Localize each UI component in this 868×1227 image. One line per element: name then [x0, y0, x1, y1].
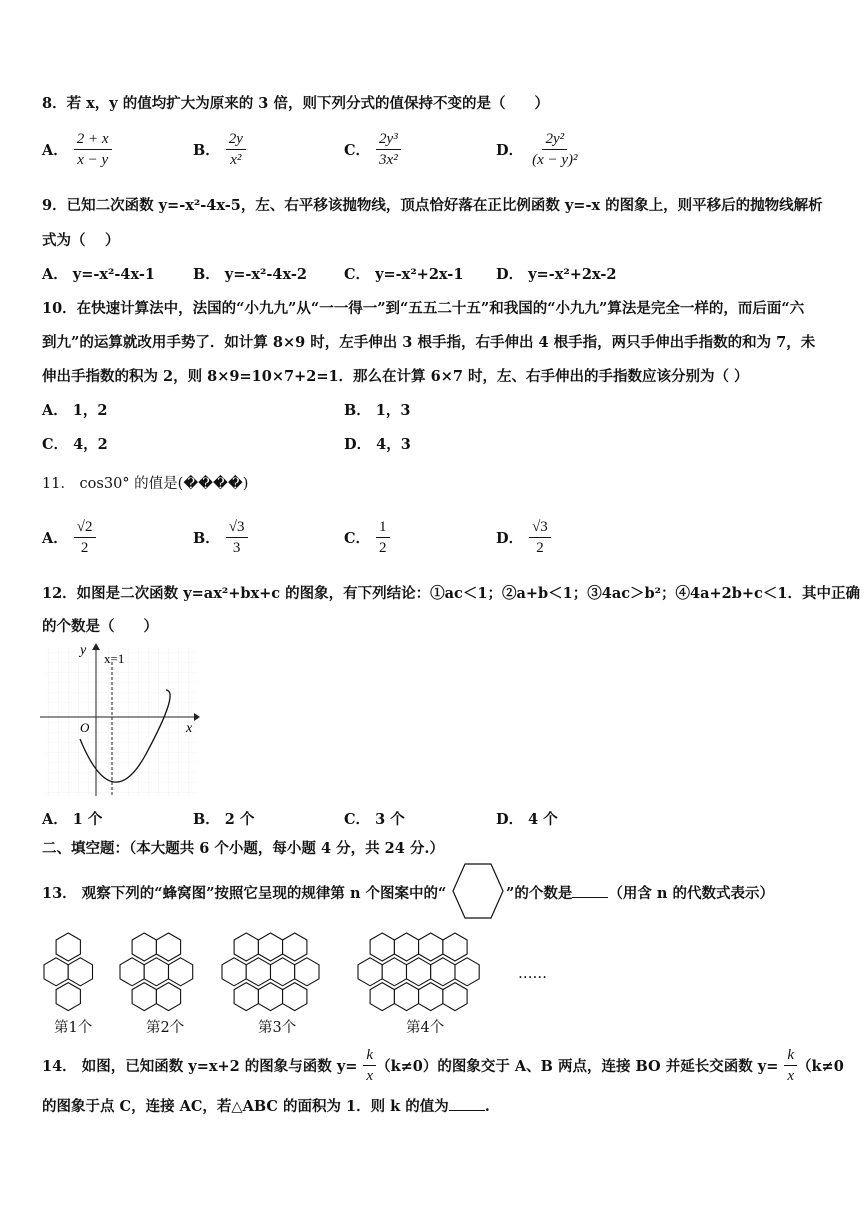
q12-line2: 的个数是（ ） [42, 618, 158, 635]
q14-line1: 14． 如图，已知函数 y=x+2 的图象与函数 y= $\frac{k}{x}$ （k≠0）的图象交于 A、B 两点，连接 BO 并延长交函数 y= $\frac{k}{x}$ （k≠0 [42, 1047, 844, 1084]
q10-option-b: B． 1，3 [344, 402, 411, 419]
origin-label: O [80, 720, 90, 735]
honeycomb-cell [431, 958, 455, 986]
graph-grid [46, 648, 196, 796]
y-axis-arrow-icon [92, 643, 100, 650]
honeycomb-cell [258, 933, 282, 961]
honeycomb-cell [234, 933, 258, 961]
q11-option-d: D． $\frac{√3}{2}$ [496, 518, 551, 557]
q11-option-b: B． $\frac{√3}{3}$ [193, 518, 248, 557]
q10-line1: 10．在快速计算法中，法国的“小九九”从“一一得一”到“五五二十五”和我国的“小九九”算法是完全一样的，而后面“六 [42, 300, 805, 317]
q13-text-part1: 13． 观察下列的“蜂窝图”按照它呈现的规律第 n 个图案中的“ [42, 885, 447, 902]
honeycomb-cell [258, 983, 282, 1011]
honeycomb-cell [295, 958, 319, 986]
q8-option-d: D． $\frac{\text{2y²}}{\text{(x − y)²}}$ [496, 131, 578, 168]
q12-option-d: D． 4 个 [496, 811, 558, 828]
q12-line1: 12．如图是二次函数 y=ax²+bx+c 的图象，有下列结论：①ac＜1；②a+b＜1；③4ac＞b²；④4a+2b+c＜1．其中正确 [42, 585, 860, 602]
q14-answer-blank[interactable] [449, 1096, 485, 1111]
q10-option-d: D． 4，3 [344, 436, 411, 453]
q9-stem-line2: 式为（ ） [42, 232, 120, 249]
honeycomb-cell [56, 983, 80, 1011]
honeycomb-cell [419, 933, 443, 961]
q13-text-part2: ”的个数是 （用含 n 的代数式表示） [506, 885, 774, 902]
honeycomb-cell [132, 933, 156, 961]
honeycomb-cell [44, 958, 68, 986]
q8-option-a: A． $\frac{2 + x}{x - y}$ [42, 130, 112, 169]
q9-option-a: A． y=-x²-4x-1 [42, 266, 155, 283]
honeycomb-cell [156, 983, 180, 1011]
q12-option-c: C． 3 个 [344, 811, 405, 828]
honeycomb-figures [36, 925, 556, 1013]
honeycomb-cell [455, 958, 479, 986]
honeycomb-cell [56, 933, 80, 961]
honeycomb-ellipsis: …… [518, 966, 547, 982]
section-2-heading: 二、填空题：（本大题共 6 个小题，每小题 4 分，共 24 分.） [42, 840, 444, 857]
honeycomb-cell [443, 933, 467, 961]
q9-option-b: B． y=-x²-4x-2 [193, 266, 307, 283]
x-axis-arrow-icon [194, 713, 200, 721]
honeycomb-cell [283, 933, 307, 961]
q8-option-c: C． $\frac{\text{2y³}}{\text{3x²}}$ [344, 130, 401, 169]
q11-option-c: C． $\frac{1}{2}$ [344, 518, 390, 557]
honeycomb-caption-4: 第4个 [406, 1020, 445, 1036]
q12-option-a: A． 1 个 [42, 811, 103, 828]
q13-answer-blank[interactable] [572, 883, 608, 898]
q10-option-a: A． 1，2 [42, 402, 108, 419]
q10-line2: 到九”的运算就改用手势了．如计算 8×9 时，左手伸出 3 根手指，右手伸出 4 根手指，两只手伸出手指数的和为 7，未 [42, 334, 816, 351]
honeycomb-cell [382, 958, 406, 986]
q10-line3: 伸出手指数的积为 2，则 8×9=10×7+2=1．那么在计算 6×7 时，左、右手伸出的手指数应该分别为（ ） [42, 368, 749, 385]
honeycomb-cell [144, 958, 168, 986]
q11-option-a: A． $\frac{√2}{2}$ [42, 518, 96, 557]
honeycomb-cell [358, 958, 382, 986]
q14-line2: 的图象于点 C，连接 AC，若△ABC 的面积为 1．则 k 的值为 . [42, 1098, 490, 1115]
honeycomb-cell [283, 983, 307, 1011]
honeycomb-cell [407, 958, 431, 986]
q11-stem: 11． cos30° 的值是(����) [42, 476, 249, 492]
q8-stem: 8．若 x，y 的值均扩大为原来的 3 倍，则下列分式的值保持不变的是（ ） [42, 95, 549, 112]
honeycomb-caption-1: 第1个 [54, 1020, 93, 1036]
honeycomb-cell [68, 958, 92, 986]
q12-parabola-graph [38, 642, 200, 802]
q9-stem-line1: 9．已知二次函数 y=-x²-4x-5，左、右平移该抛物线，顶点恰好落在正比例函数 y=-x 的图象上，则平移后的抛物线解析 [42, 197, 823, 214]
honeycomb-cell [246, 958, 270, 986]
honeycomb-cell [169, 958, 193, 986]
honeycomb-cell [394, 983, 418, 1011]
honeycomb-caption-3: 第3个 [258, 1020, 297, 1036]
honeycomb-cell [394, 933, 418, 961]
q9-option-d: D． y=-x²+2x-2 [496, 266, 617, 283]
honeycomb-cell [370, 983, 394, 1011]
honeycomb-cell [370, 933, 394, 961]
q10-option-c: C． 4，2 [42, 436, 108, 453]
hexagon-icon [452, 862, 504, 920]
q9-option-c: C． y=-x²+2x-1 [344, 266, 464, 283]
honeycomb-cell [156, 933, 180, 961]
y-axis-label: y [80, 643, 87, 658]
honeycomb-cell [132, 983, 156, 1011]
symmetry-axis-label: x=1 [104, 651, 125, 666]
x-axis-label: x [186, 721, 193, 736]
q12-option-b: B． 2 个 [193, 811, 255, 828]
honeycomb-cell [419, 983, 443, 1011]
honeycomb-cell [271, 958, 295, 986]
honeycomb-caption-2: 第2个 [146, 1020, 185, 1036]
honeycomb-cell [443, 983, 467, 1011]
honeycomb-cell [234, 983, 258, 1011]
honeycomb-cell [120, 958, 144, 986]
q8-option-b: B． $\frac{2y}{\text{x²}}$ [193, 130, 246, 169]
honeycomb-cell [222, 958, 246, 986]
